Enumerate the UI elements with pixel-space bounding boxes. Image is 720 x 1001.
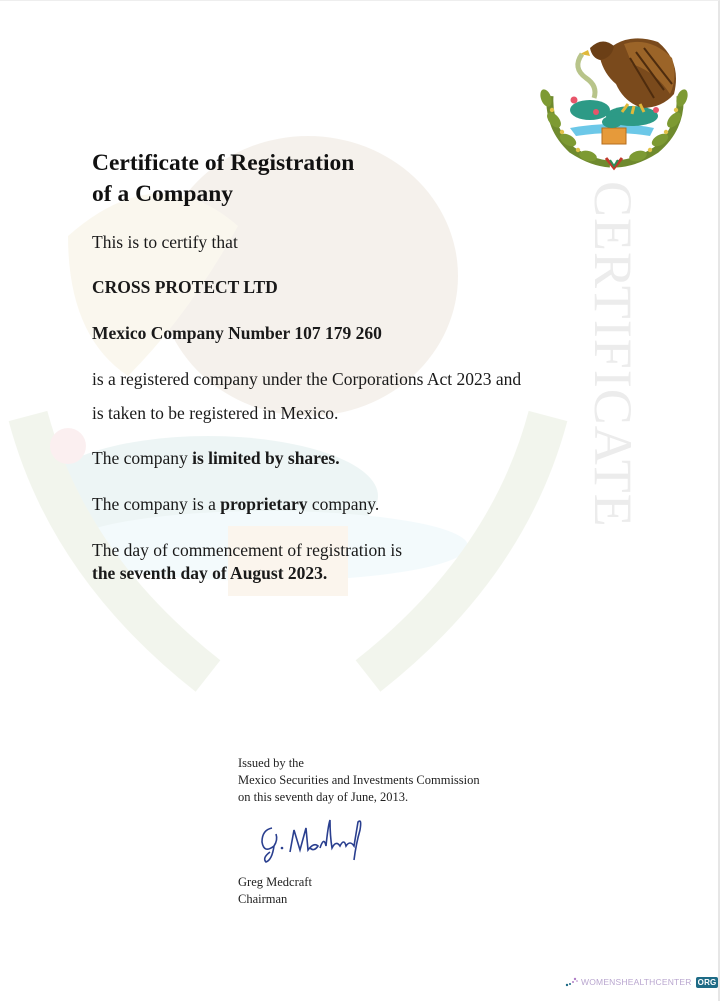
brand-site-name: WOMENSHEALTHCENTER [581,977,692,987]
company-type-statement [92,493,379,515]
issuer-block [238,755,480,806]
issuer-line-1: Issued by the [238,756,304,770]
certificate-watermark-text: CERTIFICATE [583,181,643,528]
signer-title: Chairman [238,892,288,906]
title-line-1: Certificate of Registration [92,150,355,176]
signature-image [258,816,378,866]
issuer-line-3: on this seventh day of June, 2013. [238,790,409,804]
company-name: CROSS PROTECT LTD [92,277,278,297]
certificate-title [92,148,354,210]
limited-prefix: The company [92,448,193,468]
commencement-date: the seventh day of August 2023. [92,563,328,583]
mexico-coat-of-arms-icon [532,28,692,173]
type-bold: proprietary [220,494,308,514]
registered-line-2: is taken to be registered in Mexico. [92,403,339,423]
signer-block [238,874,312,908]
registered-line-1: is a registered company under the Corporations Act 2023 and [92,369,522,389]
commencement-line-1: The day of commencement of registration is [92,540,403,560]
type-prefix: The company is a [92,494,221,514]
site-watermark [565,976,718,988]
limited-by-shares-statement [92,447,340,469]
company-number: Mexico Company Number 107 179 260 [92,323,382,343]
intro-text: This is to certify that [92,232,238,252]
brand-dots-icon [565,976,579,988]
issuer-line-2: Mexico Securities and Investments Commission [238,773,480,787]
type-suffix: company. [307,494,380,514]
limited-bold: is limited by shares. [192,448,340,468]
signer-name: Greg Medcraft [238,875,312,889]
title-line-2: of a Company [92,181,234,207]
brand-tld-badge: ORG [697,977,717,987]
